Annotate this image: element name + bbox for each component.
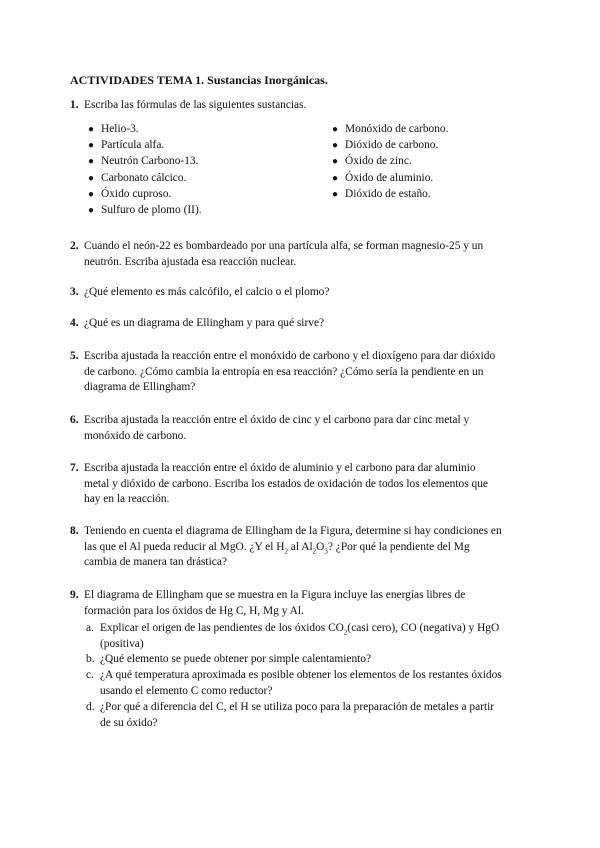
item-text-line: ¿Por qué a diferencia del C, el H se utiliza poco para la preparación de metales a partir [100, 701, 495, 713]
page-title: ACTIVIDADES TEMA 1. Sustancias Inorgánicas. [70, 73, 328, 87]
question-9c [86, 668, 526, 699]
item-text-line: (positiva) [100, 637, 144, 650]
question-2 [70, 239, 532, 270]
item-text-line: ¿Qué elemento se puede obtener por simple calentamiento? [100, 653, 372, 665]
bullet-icon: ● [88, 188, 95, 200]
question-number: 4. [70, 317, 79, 329]
question-number: 1. [70, 99, 79, 111]
question-text-line: Teniendo en cuenta el diagrama de Ellingham de la Figura, determine si hay condiciones en [84, 525, 502, 537]
item-letter: d. [86, 701, 95, 713]
question-text-line: metal y dióxido de carbono. Escriba los estados de oxidación de todos los elementos que [84, 477, 488, 490]
bullet-icon: ● [88, 156, 95, 168]
item-text-line: ¿A qué temperatura aproximada es posible obtener los elementos de los restantes óxidos [100, 669, 502, 681]
question-5 [70, 349, 532, 396]
bullet-icon: ● [332, 124, 339, 135]
question-text-line: El diagrama de Ellingham que se muestra en la Figura incluye las energías libres de [84, 589, 466, 601]
question-number: 8. [70, 525, 79, 537]
question-text-line: Escriba ajustada la reacción entre el óxido de cinc y el carbono para dar cinc metal y [84, 414, 470, 426]
bullet-icon: ● [332, 172, 339, 184]
bullet-icon: ● [88, 140, 95, 152]
question-text-line: Cuando el neón-22 es bombardeado por una partícula alfa, se forman magnesio-25 y un [84, 240, 484, 252]
item-text-line: de su óxido? [100, 716, 158, 729]
list-item: ● Óxido de zinc. [330, 154, 448, 170]
question-text-line: hay en la reacción. [84, 493, 170, 506]
list-item: ● Dióxido de estaño. [330, 187, 448, 203]
question-text: Escriba las fórmulas de las siguientes sustancias. [84, 99, 307, 111]
question-text-line: las que el Al pueda reducir al MgO. ¿Y el $H_2$ al $Al_2O_3$? ¿Por qué la pendiente del Mg [84, 540, 470, 555]
list-item: ● Dióxido de carbono. [330, 138, 448, 154]
substance-list-right [330, 122, 448, 203]
bullet-icon: ● [332, 188, 339, 200]
item-letter: c. [86, 669, 94, 681]
question-6 [70, 413, 532, 444]
list-item: ● Sulfuro de plomo (II). [86, 203, 202, 219]
bullet-icon: ● [332, 156, 339, 168]
list-item: ● Monóxido de carbono. [330, 122, 448, 138]
item-text-line: usando el elemento C como reductor? [100, 684, 273, 697]
question-text-line: formación para los óxidos de Hg C, H, Mg y Al. [84, 604, 304, 617]
item-letter: b. [86, 653, 95, 665]
question-9a [86, 621, 526, 652]
question-number: 6. [70, 414, 79, 426]
question-number: 3. [70, 286, 79, 298]
question-text-line: Escriba ajustada la reacción entre el monóxido de carbono y el dioxígeno para dar dióxido [84, 350, 496, 362]
question-text: ¿Qué elemento es más calcófilo, el calcio o el plomo? [84, 286, 330, 298]
bullet-icon: ● [88, 172, 95, 184]
question-7 [70, 461, 532, 508]
bullet-icon: ● [88, 124, 95, 135]
question-text-line: diagrama de Ellingham? [84, 381, 196, 394]
question-text-line: cambia de manera tan drástica? [84, 556, 227, 569]
list-item: ● Helio-3. [86, 122, 202, 138]
question-4 [70, 316, 532, 332]
question-text-line: monóxido de carbono. [84, 429, 187, 442]
question-9d [86, 700, 526, 731]
question-number: 7. [70, 462, 79, 474]
question-text: ¿Qué es un diagrama de Ellingham y para qué sirve? [84, 317, 325, 329]
list-item: ● Partícula alfa. [86, 138, 202, 154]
question-8 [70, 524, 532, 571]
question-9 [70, 588, 532, 619]
list-item: ● Óxido cuproso. [86, 187, 202, 203]
question-3 [70, 285, 532, 301]
substance-list-left [86, 122, 202, 219]
item-text-line: Explicar el origen de las pendientes de los óxidos $CO_2(casi$ cero), CO (negativa) y HgO [100, 622, 500, 637]
list-item: ● Neutrón Carbono-13. [86, 154, 202, 170]
bullet-icon: ● [88, 204, 95, 216]
question-9b [86, 652, 526, 668]
question-number: 5. [70, 350, 79, 362]
list-item: ● Óxido de aluminio. [330, 171, 448, 187]
question-1 [70, 98, 532, 114]
question-number: 9. [70, 589, 79, 601]
question-text-line: neutrón. Escriba ajustada esa reacción nuclear. [84, 255, 297, 268]
question-number: 2. [70, 240, 79, 252]
question-text-line: Escriba ajustada la reacción entre el óxido de aluminio y el carbono para dar aluminio [84, 462, 476, 474]
item-letter: a. [86, 622, 94, 634]
question-text-line: de carbono. ¿Cómo cambia la entropía en esa reacción? ¿Cómo sería la pendiente en un [84, 365, 484, 378]
bullet-icon: ● [332, 140, 339, 152]
list-item: ● Carbonato cálcico. [86, 171, 202, 187]
